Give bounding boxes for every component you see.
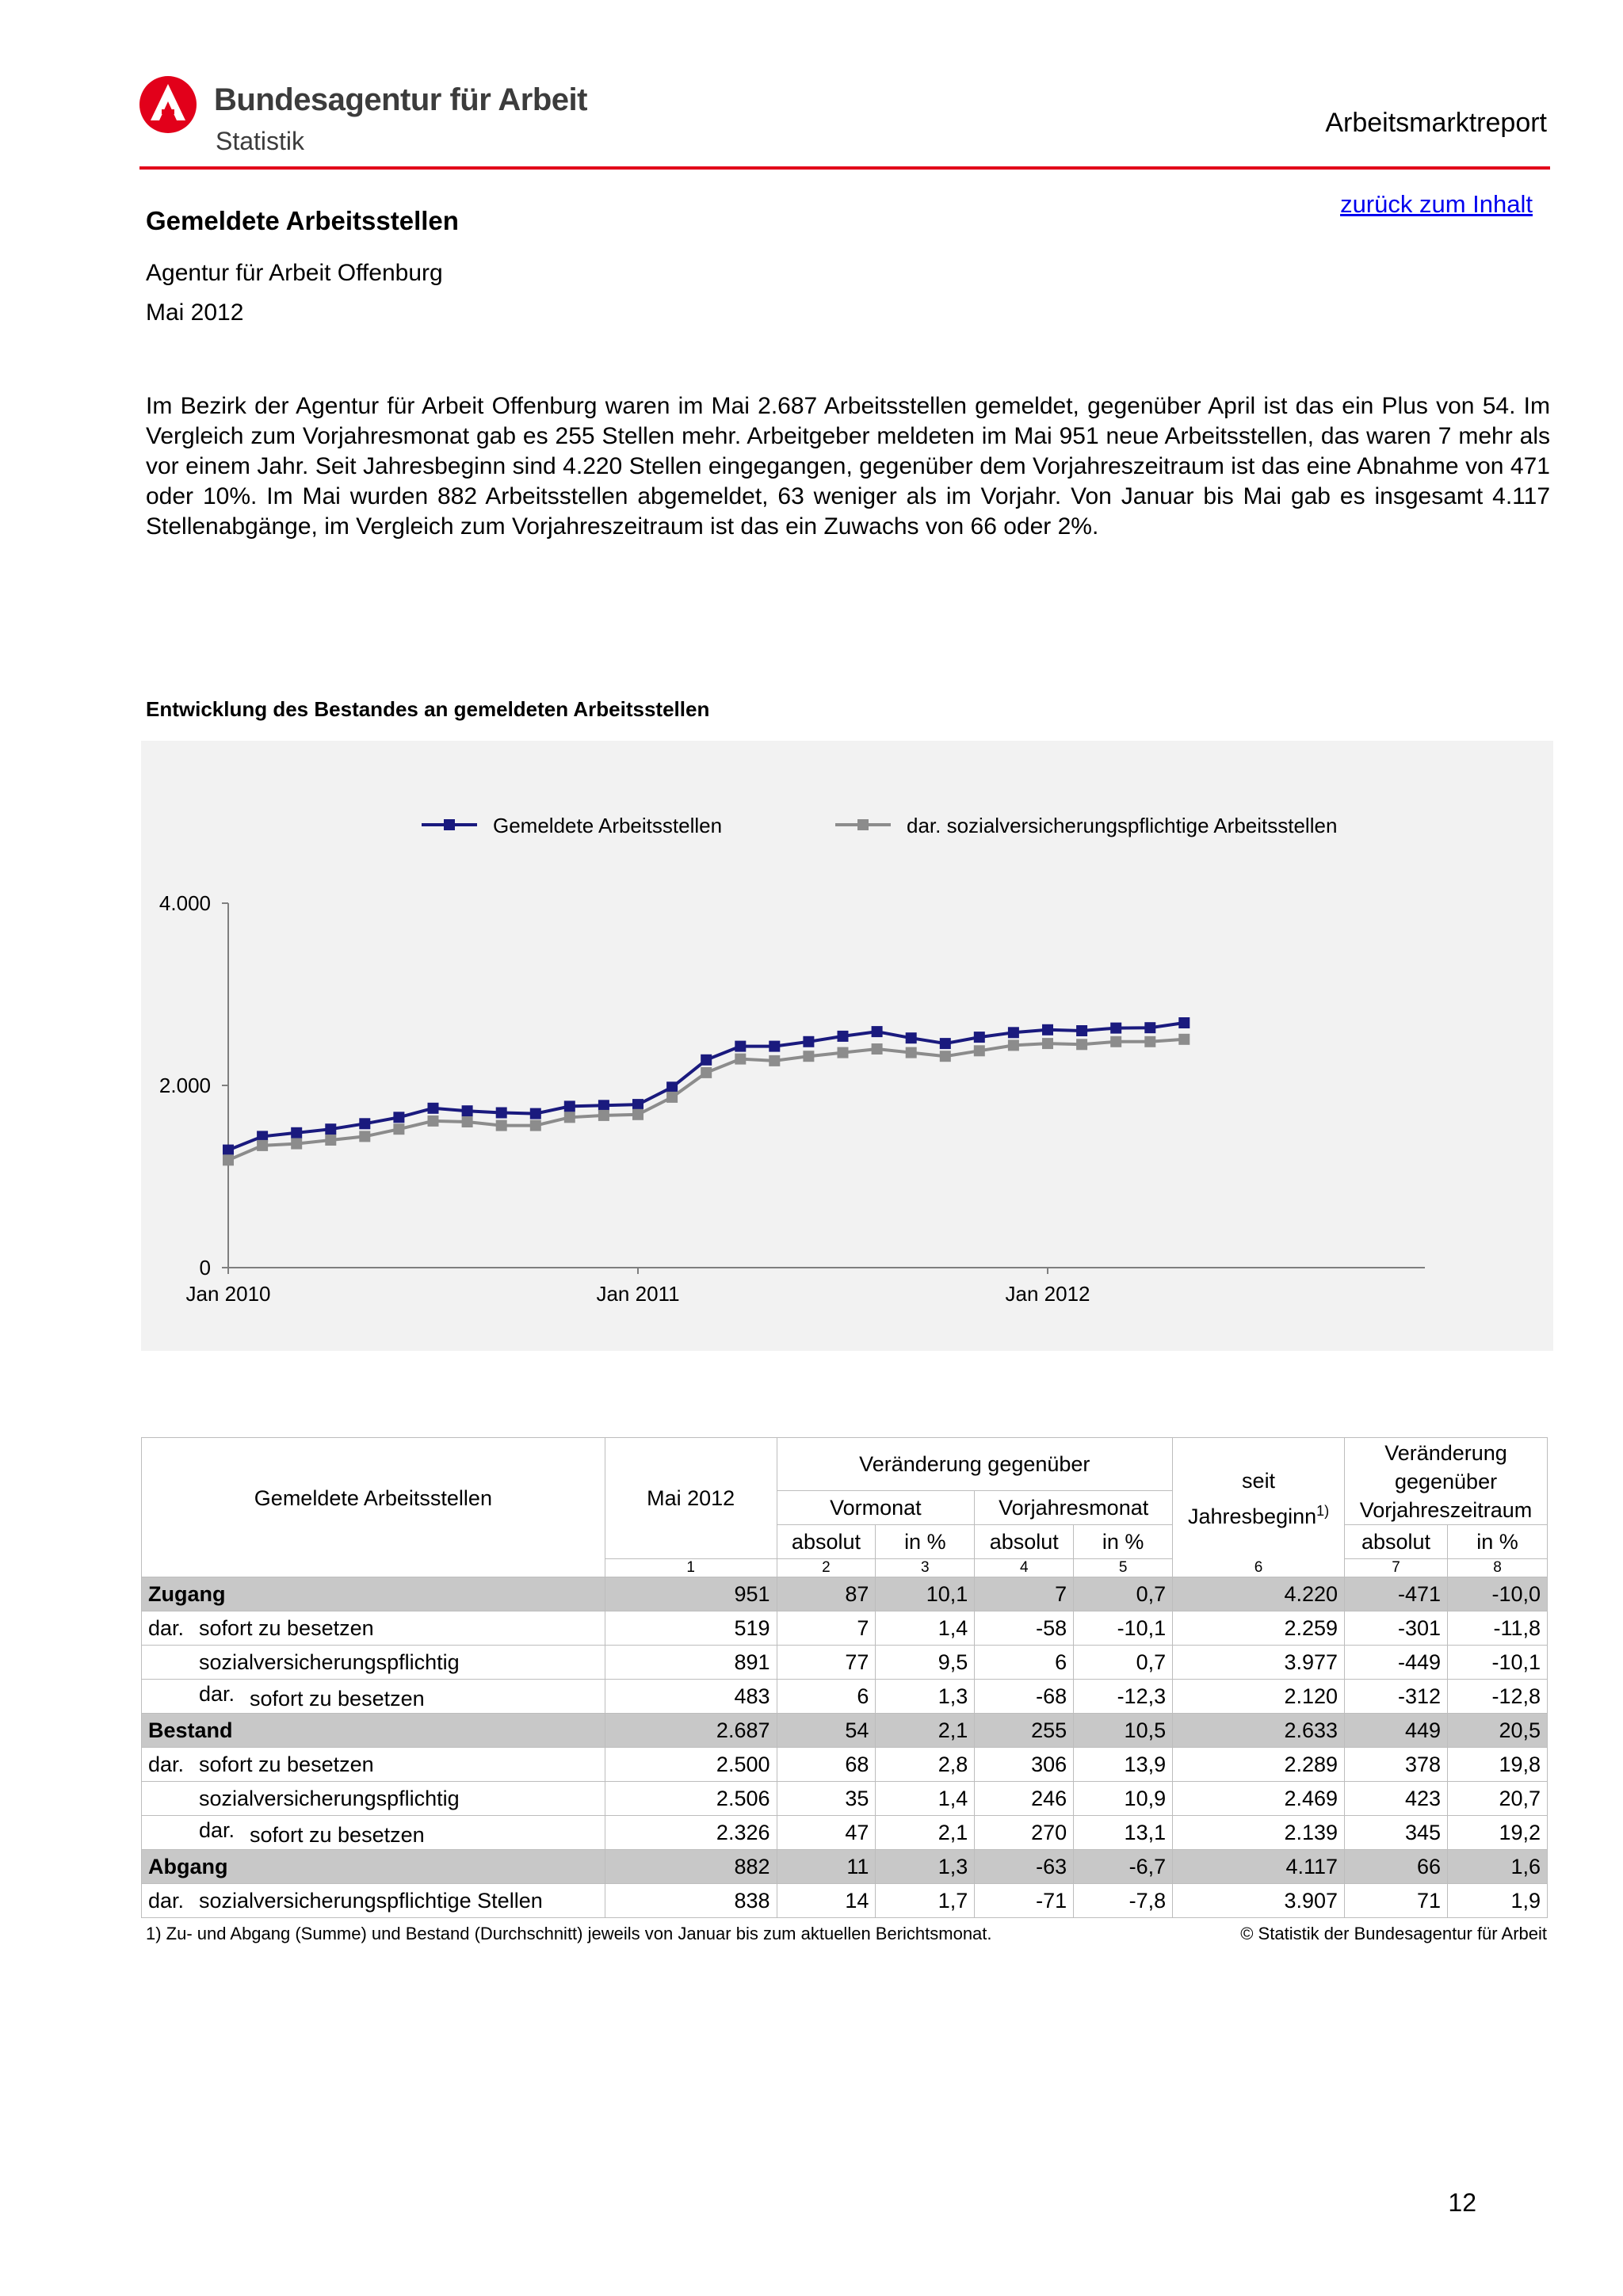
x-tick-label: Jan 2012 xyxy=(1005,1282,1090,1306)
data-point-series-1 xyxy=(1042,1024,1053,1035)
table-cell: 54 xyxy=(777,1714,876,1748)
data-point-series-2 xyxy=(530,1120,541,1131)
back-to-contents-link[interactable]: zurück zum Inhalt xyxy=(1340,190,1533,218)
row-label-text: sofort zu besetzen xyxy=(199,1615,374,1640)
data-point-series-2 xyxy=(1076,1039,1087,1050)
data-point-series-1 xyxy=(325,1123,336,1135)
data-point-series-2 xyxy=(428,1116,439,1127)
data-point-series-1 xyxy=(666,1081,678,1093)
data-point-series-2 xyxy=(838,1047,849,1058)
table-cell: -12,3 xyxy=(1074,1680,1173,1714)
org-name: Bundesagentur für Arbeit xyxy=(214,82,587,117)
row-prefix: dar. xyxy=(199,1817,235,1842)
table-cell: 1,4 xyxy=(876,1782,975,1816)
header-vorjahreszeitraum: Vorjahreszeitraum xyxy=(1359,1497,1533,1522)
row-label-text: sofort zu besetzen xyxy=(199,1752,374,1776)
row-label-text: Abgang xyxy=(148,1854,228,1878)
header-divider xyxy=(139,166,1550,170)
data-point-series-2 xyxy=(359,1131,370,1142)
table-row xyxy=(142,1577,1548,1611)
table-cell: 9,5 xyxy=(876,1646,975,1680)
index-cell: 5 xyxy=(1074,1559,1173,1577)
table-header-row xyxy=(142,1438,1548,1491)
data-point-series-1 xyxy=(838,1031,849,1042)
table-cell: 2.469 xyxy=(1173,1782,1345,1816)
row-label-text: sofort zu besetzen xyxy=(250,1822,425,1847)
header-jahresbeginn: Jahresbeginn xyxy=(1188,1504,1317,1528)
data-point-series-1 xyxy=(769,1041,780,1052)
table-cell: 7 xyxy=(975,1577,1074,1611)
legend-label-series-2: dar. sozialversicherungspflichtige Arbeitsstellen xyxy=(907,814,1338,837)
table-cell: 2.633 xyxy=(1173,1714,1345,1748)
data-point-series-1 xyxy=(872,1026,883,1037)
data-point-series-2 xyxy=(940,1051,951,1062)
org-subtitle: Statistik xyxy=(216,127,305,155)
row-label xyxy=(142,1884,605,1918)
table-cell: 4.117 xyxy=(1173,1850,1345,1884)
data-point-series-1 xyxy=(291,1127,302,1138)
table-cell: 2.139 xyxy=(1173,1816,1345,1850)
series-layer xyxy=(223,1017,1190,1165)
table-cell: 35 xyxy=(777,1782,876,1816)
data-point-series-1 xyxy=(393,1112,404,1123)
data-point-series-2 xyxy=(462,1116,473,1127)
legend-label-series-1: Gemeldete Arbeitsstellen xyxy=(493,814,723,837)
table-cell: -312 xyxy=(1345,1680,1448,1714)
x-tick-label: Jan 2010 xyxy=(185,1282,271,1306)
table-cell: 19,2 xyxy=(1448,1816,1548,1850)
row-label xyxy=(142,1611,605,1646)
table-cell: 1,9 xyxy=(1448,1884,1548,1918)
data-point-series-2 xyxy=(701,1067,712,1078)
table-cell: 2,1 xyxy=(876,1816,975,1850)
column-index-row xyxy=(142,1559,1548,1577)
table-cell: 13,9 xyxy=(1074,1748,1173,1782)
data-point-series-1 xyxy=(359,1118,370,1129)
header-absolut: absolut xyxy=(777,1525,876,1559)
ba-logo-icon xyxy=(138,74,198,135)
table-cell: 20,7 xyxy=(1448,1782,1548,1816)
table-cell: 2.259 xyxy=(1173,1611,1345,1646)
data-point-series-2 xyxy=(1008,1039,1019,1051)
table-cell: 838 xyxy=(605,1884,777,1918)
table-row xyxy=(142,1748,1548,1782)
row-prefix: dar. xyxy=(148,1888,185,1913)
row-label xyxy=(142,1646,605,1680)
table-cell: 255 xyxy=(975,1714,1074,1748)
row-prefix: dar. xyxy=(148,1615,185,1640)
data-point-series-2 xyxy=(1042,1038,1053,1049)
table-cell: 519 xyxy=(605,1611,777,1646)
index-cell: 2 xyxy=(777,1559,876,1577)
table-body xyxy=(142,1577,1548,1918)
table-cell: 0,7 xyxy=(1074,1577,1173,1611)
table-cell: 2.500 xyxy=(605,1748,777,1782)
table-cell: -71 xyxy=(975,1884,1074,1918)
index-cell: 3 xyxy=(876,1559,975,1577)
table-cell: 4.220 xyxy=(1173,1577,1345,1611)
data-point-series-1 xyxy=(906,1032,917,1043)
table-cell: 0,7 xyxy=(1074,1646,1173,1680)
data-point-series-2 xyxy=(325,1135,336,1146)
header-seit: seit xyxy=(1242,1468,1276,1493)
data-point-series-1 xyxy=(735,1041,746,1052)
table-cell: 68 xyxy=(777,1748,876,1782)
table-cell: 2.289 xyxy=(1173,1748,1345,1782)
row-label xyxy=(142,1748,605,1782)
table-cell: -301 xyxy=(1345,1611,1448,1646)
row-label xyxy=(142,1850,605,1884)
header-period: Mai 2012 xyxy=(605,1438,777,1559)
intro-paragraph: Im Bezirk der Agentur für Arbeit Offenburg waren im Mai 2.687 Arbeitsstellen gemeldet, gegenüber April ist das ein Plus von 54. Im Vergleich zum Vorjahresmonat gab es 255 Stellen mehr. Arbeitgeber meldeten im Mai 951 neue Arbeitsstellen, das waren 7 mehr als vor einem Jahr. Seit Jahresbeginn sind 4.220 Stellen eingegangen, gegenüber dem Vorjahreszeitraum ist das eine Abnahme von 471 oder 10%. Im Mai wurden 882 Arbeitsstellen abgemeldet, 63 weniger als im Vorjahr. Von Januar bis Mai gab es insgesamt 4.117 Stellenabgänge, im Vergleich zum Vorjahreszeitraum ist das ein Zuwachs von 66 oder 2%. xyxy=(146,393,1550,540)
table-cell: -471 xyxy=(1345,1577,1448,1611)
data-point-series-2 xyxy=(872,1043,883,1055)
table-row xyxy=(142,1611,1548,1646)
table-cell: 951 xyxy=(605,1577,777,1611)
chart-title: Entwicklung des Bestandes an gemeldeten Arbeitsstellen xyxy=(146,697,710,721)
data-point-series-1 xyxy=(564,1100,575,1112)
data-point-series-2 xyxy=(564,1112,575,1123)
table-cell: 7 xyxy=(777,1611,876,1646)
agency-name: Agentur für Arbeit Offenburg xyxy=(146,260,443,286)
data-point-series-1 xyxy=(428,1103,439,1114)
table-cell: 6 xyxy=(777,1680,876,1714)
data-point-series-2 xyxy=(223,1154,234,1165)
table-cell: 11 xyxy=(777,1850,876,1884)
data-point-series-2 xyxy=(1110,1036,1121,1047)
data-point-series-2 xyxy=(632,1109,643,1120)
table-cell: -11,8 xyxy=(1448,1611,1548,1646)
section-title: Gemeldete Arbeitsstellen xyxy=(146,206,459,235)
header-absolut: absolut xyxy=(975,1525,1074,1559)
row-label-text: sozialversicherungspflichtig xyxy=(199,1650,460,1674)
table-cell: 882 xyxy=(605,1850,777,1884)
row-label xyxy=(142,1680,605,1714)
data-point-series-2 xyxy=(291,1138,302,1150)
x-tick-label: Jan 2011 xyxy=(596,1282,680,1306)
row-label xyxy=(142,1714,605,1748)
header-row-label: Gemeldete Arbeitsstellen xyxy=(142,1438,605,1559)
table-cell: 345 xyxy=(1345,1816,1448,1850)
row-label-text: sozialversicherungspflichtig xyxy=(199,1786,460,1810)
table-cell: 891 xyxy=(605,1646,777,1680)
data-point-series-2 xyxy=(735,1054,746,1065)
stats-table xyxy=(141,1437,1548,1918)
table-row xyxy=(142,1884,1548,1918)
index-cell xyxy=(142,1559,605,1577)
table-cell: 20,5 xyxy=(1448,1714,1548,1748)
table-cell: 19,8 xyxy=(1448,1748,1548,1782)
data-point-series-1 xyxy=(462,1105,473,1116)
x-ticks xyxy=(186,1268,1090,1306)
index-cell: 6 xyxy=(1173,1559,1345,1577)
table-row xyxy=(142,1850,1548,1884)
table-cell: 14 xyxy=(777,1884,876,1918)
data-point-series-2 xyxy=(1144,1036,1155,1047)
table-cell: 1,3 xyxy=(876,1850,975,1884)
table-cell: 1,7 xyxy=(876,1884,975,1918)
header-change2-text: Veränderung gegenüber xyxy=(1384,1440,1507,1493)
table-row xyxy=(142,1680,1548,1714)
table-row xyxy=(142,1782,1548,1816)
row-label xyxy=(142,1782,605,1816)
table-cell: 2.687 xyxy=(605,1714,777,1748)
data-point-series-1 xyxy=(701,1055,712,1066)
table-cell: -68 xyxy=(975,1680,1074,1714)
data-point-series-2 xyxy=(1178,1034,1190,1045)
data-point-series-2 xyxy=(803,1051,814,1062)
y-tick-label: 2.000 xyxy=(158,1074,211,1097)
line-chart xyxy=(141,741,1553,1351)
table-cell: 2.506 xyxy=(605,1782,777,1816)
header-since-year-start xyxy=(1173,1438,1345,1559)
data-point-series-1 xyxy=(632,1099,643,1110)
table-cell: 77 xyxy=(777,1646,876,1680)
header-vormonat: Vormonat xyxy=(777,1491,975,1525)
header-vorjahresmonat: Vorjahresmonat xyxy=(975,1491,1173,1525)
data-point-series-1 xyxy=(1008,1027,1019,1038)
row-label xyxy=(142,1577,605,1611)
copyright: © Statistik der Bundesagentur für Arbeit xyxy=(1240,1924,1547,1943)
table-cell: -7,8 xyxy=(1074,1884,1173,1918)
index-cell: 1 xyxy=(605,1559,777,1577)
row-label-text: sofort zu besetzen xyxy=(250,1686,425,1711)
footnote: 1) Zu- und Abgang (Summe) und Bestand (Durchschnitt) jeweils von Januar bis zum aktuellen Berichtsmonat. xyxy=(146,1924,992,1943)
row-label-text: Bestand xyxy=(148,1718,233,1742)
data-point-series-1 xyxy=(803,1036,814,1047)
table-cell: -58 xyxy=(975,1611,1074,1646)
row-label xyxy=(142,1816,605,1850)
header-in-pct: in % xyxy=(1074,1525,1173,1559)
index-cell: 7 xyxy=(1345,1559,1448,1577)
report-title: Arbeitsmarktreport xyxy=(1325,108,1547,138)
table-cell: -10,0 xyxy=(1448,1577,1548,1611)
header-absolut: absolut xyxy=(1345,1525,1448,1559)
table-cell: 1,3 xyxy=(876,1680,975,1714)
table-cell: 13,1 xyxy=(1074,1816,1173,1850)
data-point-series-1 xyxy=(940,1038,951,1049)
table-cell: -12,8 xyxy=(1448,1680,1548,1714)
data-point-series-2 xyxy=(393,1123,404,1135)
header-change2 xyxy=(1345,1438,1548,1525)
y-tick-label: 0 xyxy=(199,1256,211,1280)
data-point-series-2 xyxy=(666,1092,678,1103)
y-tick-label: 4.000 xyxy=(158,891,211,915)
table-cell: 66 xyxy=(1345,1850,1448,1884)
table-cell: -10,1 xyxy=(1448,1646,1548,1680)
row-prefix: dar. xyxy=(148,1752,185,1776)
table-cell: 2,1 xyxy=(876,1714,975,1748)
data-point-series-1 xyxy=(974,1032,985,1043)
table-cell: 87 xyxy=(777,1577,876,1611)
data-point-series-1 xyxy=(223,1145,234,1156)
table-cell: 246 xyxy=(975,1782,1074,1816)
table-cell: 1,6 xyxy=(1448,1850,1548,1884)
page-number: 12 xyxy=(1448,2188,1476,2217)
table-row xyxy=(142,1714,1548,1748)
table-cell: 270 xyxy=(975,1816,1074,1850)
table-cell: 306 xyxy=(975,1748,1074,1782)
data-point-series-1 xyxy=(1076,1025,1087,1036)
table-cell: 483 xyxy=(605,1680,777,1714)
table-row xyxy=(142,1646,1548,1680)
data-point-series-1 xyxy=(1110,1023,1121,1034)
y-ticks xyxy=(159,891,228,1280)
table-cell: 6 xyxy=(975,1646,1074,1680)
legend-marker-series-1 xyxy=(444,819,455,830)
table-cell: -6,7 xyxy=(1074,1850,1173,1884)
table-row xyxy=(142,1816,1548,1850)
legend-marker-series-2 xyxy=(857,819,869,830)
table-cell: 423 xyxy=(1345,1782,1448,1816)
data-point-series-1 xyxy=(496,1108,507,1119)
series-line-1 xyxy=(228,1023,1184,1150)
header-in-pct: in % xyxy=(1448,1525,1548,1559)
header-in-pct: in % xyxy=(876,1525,975,1559)
data-point-series-2 xyxy=(769,1055,780,1066)
legend xyxy=(422,814,1337,837)
table-cell: 10,5 xyxy=(1074,1714,1173,1748)
table-cell: 47 xyxy=(777,1816,876,1850)
table-cell: 10,1 xyxy=(876,1577,975,1611)
row-label-text: Zugang xyxy=(148,1581,226,1606)
data-point-series-2 xyxy=(598,1110,609,1121)
row-label-text: sozialversicherungspflichtige Stellen xyxy=(199,1888,543,1913)
table-cell: 3.977 xyxy=(1173,1646,1345,1680)
footnote-mark: 1) xyxy=(1316,1502,1330,1519)
table-cell: 2.120 xyxy=(1173,1680,1345,1714)
data-point-series-2 xyxy=(257,1140,268,1151)
table-cell: -449 xyxy=(1345,1646,1448,1680)
table-cell: 2,8 xyxy=(876,1748,975,1782)
data-point-series-2 xyxy=(496,1120,507,1131)
table-cell: 3.907 xyxy=(1173,1884,1345,1918)
data-point-series-1 xyxy=(1144,1022,1155,1033)
row-prefix: dar. xyxy=(199,1681,235,1706)
table-cell: -63 xyxy=(975,1850,1074,1884)
table-cell: -10,1 xyxy=(1074,1611,1173,1646)
index-cell: 8 xyxy=(1448,1559,1548,1577)
data-point-series-1 xyxy=(530,1108,541,1119)
data-point-series-1 xyxy=(1178,1017,1190,1028)
table-cell: 2.326 xyxy=(605,1816,777,1850)
data-point-series-2 xyxy=(906,1047,917,1058)
data-point-series-1 xyxy=(598,1100,609,1111)
table-cell: 10,9 xyxy=(1074,1782,1173,1816)
table-cell: 1,4 xyxy=(876,1611,975,1646)
header-change-group: Veränderung gegenüber xyxy=(777,1438,1173,1491)
report-period: Mai 2012 xyxy=(146,299,244,326)
table-cell: 449 xyxy=(1345,1714,1448,1748)
table-cell: 378 xyxy=(1345,1748,1448,1782)
index-cell: 4 xyxy=(975,1559,1074,1577)
table-cell: 71 xyxy=(1345,1884,1448,1918)
data-point-series-2 xyxy=(974,1045,985,1056)
